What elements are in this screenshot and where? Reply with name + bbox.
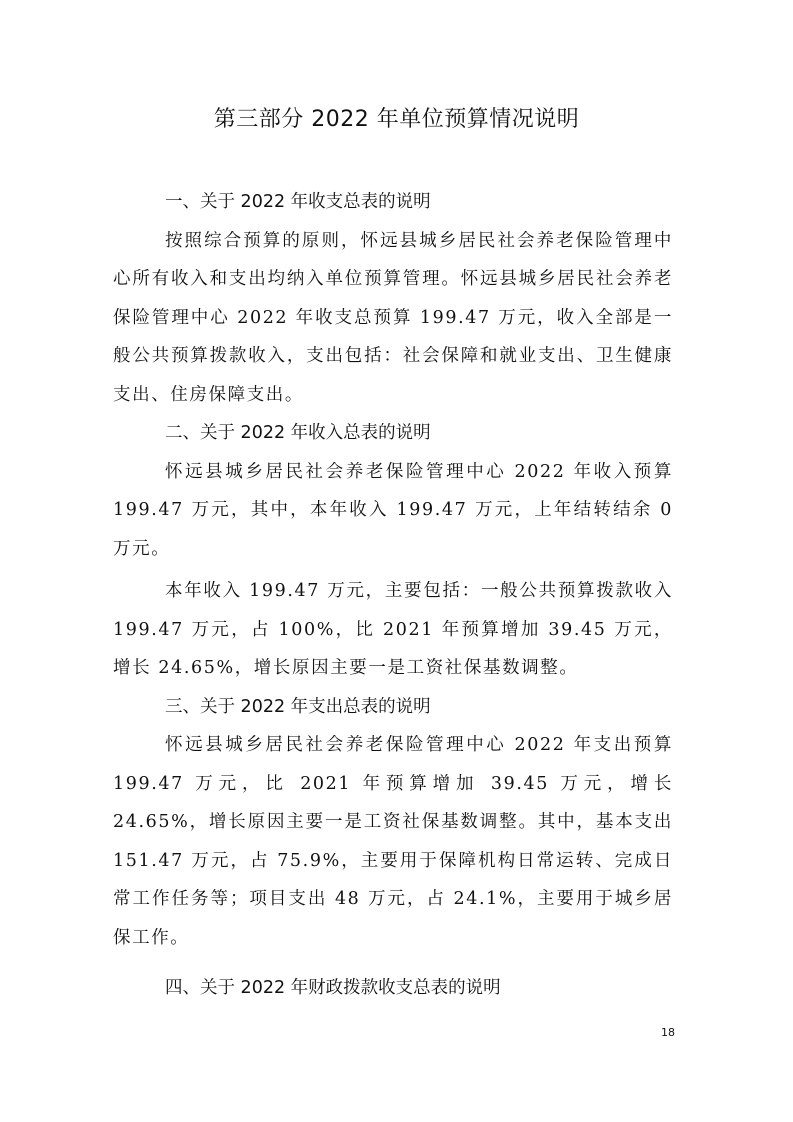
page-title: 第三部分 2022 年单位预算情况说明 [213,107,580,132]
page-number: 18 [661,1026,675,1039]
document-body [113,183,673,1008]
section-2-paragraph-2: 本年收入 199.47 万元，主要包括：一般公共预算拨款收入 199.47 万元，占 100%，比 2021 年预算增加 39.45 万元，增长 24.65%，增长原因主要一是工资社保基数调整。 [113,581,673,678]
section-heading-1: 一、关于 2022 年收支总表的说明 [165,192,431,212]
section-1-paragraph-1: 按照综合预算的原则，怀远县城乡居民社会养老保险管理中心所有收入和支出均纳入单位预算管理。怀远县城乡居民社会养老保险管理中心 2022 年收支总预算 199.47 万元，收入全部是一般公共预算拨款收入，支出包括：社会保障和就业支出、卫生健康支出、住房保障支出。 [113,230,673,405]
section-3-paragraph-1: 怀远县城乡居民社会养老保险管理中心 2022 年支出预算 199.47 万元，比 2021 年预算增加 39.45 万元，增长 24.65%，增长原因主要一是工资社保基数调整。其中，基本支出 151.47 万元，占 75.9%，主要用于保障机构日常运转、完成日常工作任务等；项目支出 48 万元，占 24.1%，主要用于城乡居保工作。 [113,735,673,948]
section-2-paragraph-1: 怀远县城乡居民社会养老保险管理中心 2022 年收入预算 199.47 万元，其中，本年收入 199.47 万元，上年结转结余 0 万元。 [113,461,673,559]
section-heading-4: 四、关于 2022 年财政拨款收支总表的说明 [165,978,501,998]
section-heading-2: 二、关于 2022 年收入总表的说明 [165,423,431,443]
section-heading-3: 三、关于 2022 年支出总表的说明 [165,696,431,717]
